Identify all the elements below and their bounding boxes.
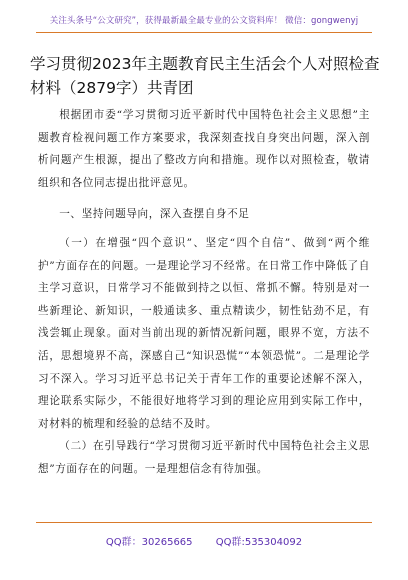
document-body <box>38 104 370 481</box>
footer <box>0 533 408 548</box>
promo-header: 关注头条号“公文研究”，获得最新最全最专业的公文资料库！ 微信：gongwenyj <box>49 16 359 26</box>
header-rule <box>36 32 372 33</box>
qq-group-1: QQ群：30265665 <box>105 537 193 548</box>
qq-group-2: QQ群:535304092 <box>215 537 303 548</box>
intro-paragraph: 根据团市委“学习贯彻习近平新时代中国特色社会主义思想”主题教育检视问题工作方案要求，我深刻查找自身突出问题，深入剖析问题产生根源，提出了整改方向和措施。现作以对照检查，敬请组织和各位同志提出批评意见。 <box>38 109 370 189</box>
section-heading: 一、坚持问题导向，深入查摆自身不足 <box>59 208 250 221</box>
document-title: 学习贯彻2023年主题教育民主生活会个人对照检查材料（2879字）共青团 <box>30 55 380 97</box>
footer-rule <box>36 522 372 523</box>
body-paragraph: （二）在引导践行“学习贯彻习近平新时代中国特色社会主义思想”方面存在的问题。一是理想信念有待加强。 <box>38 440 370 475</box>
body-paragraph: （一）在增强“四个意识”、坚定“四个自信”、做到“两个维护”方面存在的问题。一是理论学习不经常。在日常工作中降低了自主学习意识，日常学习不能做到持之以恒、常抓不懈。特别是对一些新理论、新知识，一般通读多、重点精读少，韧性钻劲不足，有浅尝辄止现象。面对当前出现的新情况新问题，眼界不宽，方法不活，思想境界不高，深感自己“知识恐慌”“本领恐慌”。二是理论学习不深入。学习习近平总书记关于青年工作的重要论述解不深入，理论联系实际少，不能很好地将学习到的理论应用到实际工作中，对材料的梳理和经验的总结不及时。 <box>38 236 370 430</box>
